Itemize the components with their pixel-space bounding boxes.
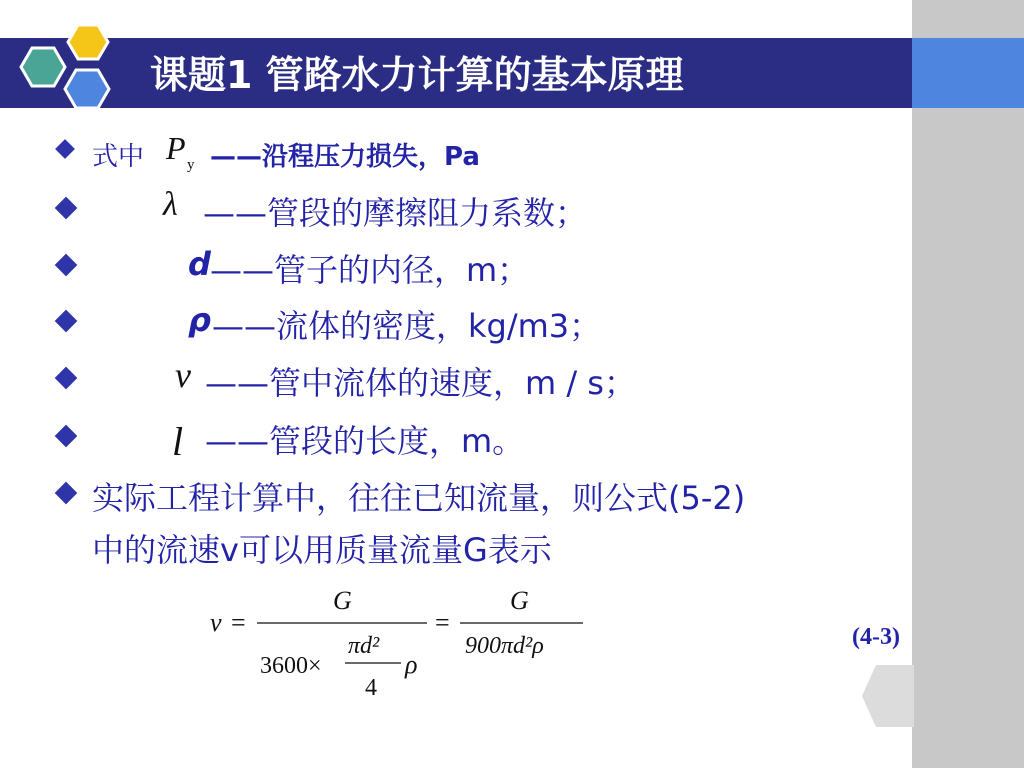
- bullet-diamond-icon: [55, 254, 78, 277]
- list-item: [52, 313, 74, 329]
- equation-number: (4-3): [852, 624, 900, 650]
- bullet-diamond-icon: [55, 197, 78, 220]
- hexagon-teal: [21, 48, 65, 86]
- bullet-diamond-icon: [55, 367, 78, 390]
- item-6-text: ——管段的长度，m。: [205, 422, 525, 460]
- list-item: [52, 370, 74, 386]
- item-6-symbol: l: [172, 419, 184, 464]
- item-5-text: ——管中流体的速度，m / s；: [205, 364, 636, 402]
- item-3-symbol: d: [188, 245, 211, 283]
- formula-numerator-2: G: [510, 586, 529, 615]
- list-item: [52, 428, 74, 444]
- hexagon-logo-icon: [10, 22, 120, 122]
- item-3-text: ——管子的内径，m；: [210, 251, 530, 289]
- title-accent-block: [912, 38, 1024, 108]
- formula-equals-1: =: [231, 608, 246, 637]
- item-2-symbol: λ: [163, 186, 178, 223]
- formula-denominator-2: 900πd²ρ: [465, 633, 544, 659]
- item-4-symbol: ρ: [188, 301, 211, 339]
- slide-title: 课题1 管路水力计算的基本原理: [150, 53, 684, 97]
- formula-equals-2: =: [435, 608, 450, 637]
- formula-numerator-1: G: [333, 586, 352, 615]
- formula-coefficient: 3600×: [260, 653, 322, 679]
- item-1-symbol: P: [166, 130, 186, 166]
- hexagon-blue: [65, 70, 109, 108]
- formula-inner-numerator: πd²: [348, 633, 380, 659]
- item-1-subscript: y: [187, 157, 195, 173]
- item-1-prefix: 式中: [92, 142, 145, 172]
- arrow-tab-icon: [862, 665, 914, 727]
- paragraph-line-1: 实际工程计算中，往往已知流量，则公式(5-2): [92, 479, 746, 517]
- bullet-diamond-icon: [55, 482, 78, 505]
- hexagon-yellow: [68, 25, 108, 59]
- bullet-diamond-icon: [55, 310, 78, 333]
- formula-rho: ρ: [405, 650, 418, 679]
- list-item: [52, 200, 74, 216]
- formula-lhs: v: [210, 608, 222, 637]
- list-item: [52, 142, 72, 156]
- list-item: [52, 485, 74, 501]
- bullet-diamond-icon: [55, 425, 78, 448]
- paragraph-line-2: 中的流速v可以用质量流量G表示: [92, 531, 552, 569]
- item-1-text: ——沿程压力损失，Pa: [210, 142, 480, 172]
- list-item: [52, 257, 74, 273]
- bullet-diamond-icon: [55, 139, 75, 159]
- item-2-text: ——管段的摩擦阻力系数；: [203, 194, 588, 232]
- right-side-panel: [912, 0, 1024, 768]
- item-4-text: ——流体的密度，kg/m3；: [212, 307, 602, 345]
- formula-inner-denominator: 4: [365, 675, 377, 701]
- velocity-formula: [205, 585, 605, 710]
- item-5-symbol: v: [175, 355, 191, 395]
